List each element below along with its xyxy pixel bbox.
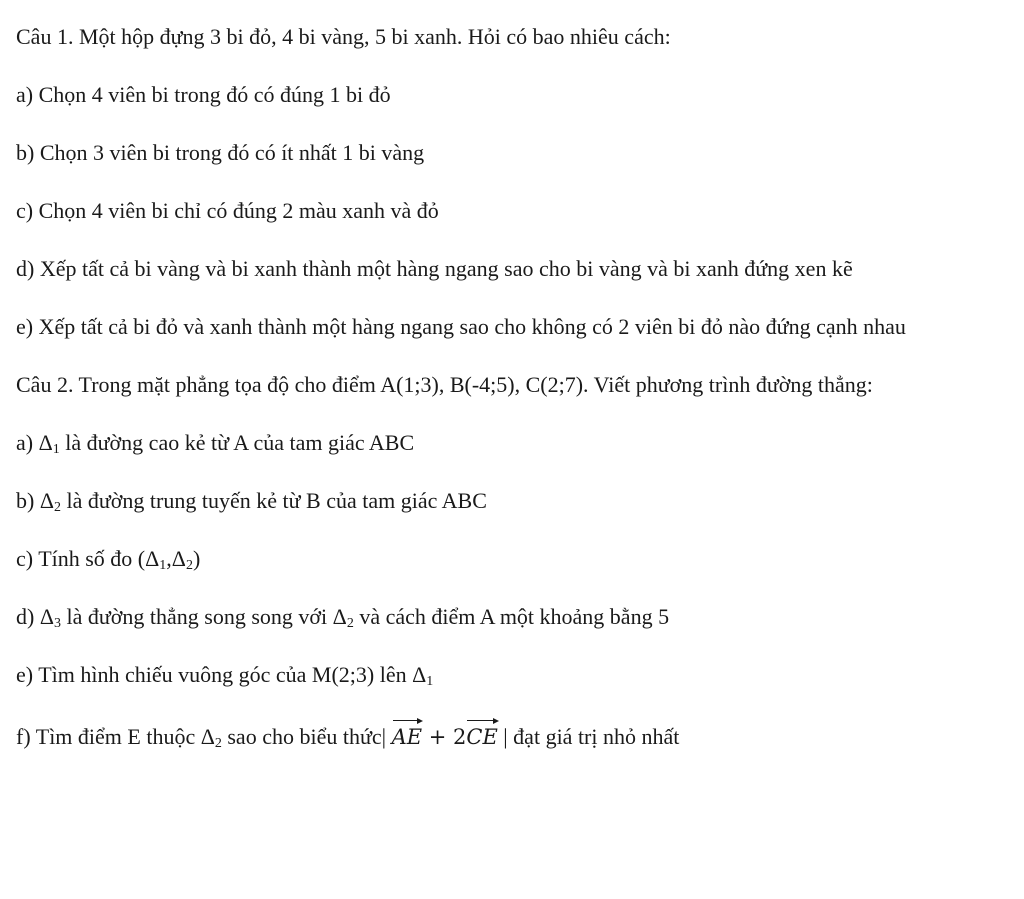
q2-f-subscript: 2 [214,736,222,751]
vector-ce: CE [466,718,497,752]
q2-item-f [16,718,1010,752]
q2-d-suffix: và cách điểm A một khoảng bằng 5 [353,604,670,629]
q2-item-e [16,660,1010,690]
q2-f-suffix: | đạt giá trị nhỏ nhất [497,724,680,749]
q1-item-c: c) Chọn 4 viên bi chỉ có đúng 2 màu xanh và đỏ [16,198,439,223]
q2-a-prefix: a) Δ [16,430,53,455]
q2-title: Câu 2. Trong mặt phẳng tọa độ cho điểm A(1;3), B(-4;5), C(2;7). Viết phương trình đường thẳng: [16,372,873,397]
q2-a-suffix: là đường cao kẻ từ A của tam giác ABC [59,430,415,455]
q2-b-subscript: 2 [53,500,61,515]
q2-b-prefix: b) Δ [16,488,54,513]
q1-item-e: e) Xếp tất cả bi đỏ và xanh thành một hàng ngang sao cho không có 2 viên bi đỏ nào đứng cạnh nhau [16,314,906,339]
q2-c-suffix: ) [192,546,201,571]
q2-a-subscript: 1 [52,442,60,457]
q2-d-prefix: d) Δ [16,604,54,629]
q1-item-a: a) Chọn 4 viên bi trong đó có đúng 1 bi đỏ [16,82,391,107]
q2-item-b [16,486,1010,516]
q1-item-d: d) Xếp tất cả bi vàng và bi xanh thành một hàng ngang sao cho bi vàng và bi xanh đứng xen kẽ [16,256,853,281]
q2-item-a [16,428,1010,458]
q2-c-mid: ,Δ [166,546,186,571]
q2-c-subscript-2: 2 [185,558,193,573]
q2-d-mid: là đường thẳng song song với Δ [60,604,347,629]
q2-item-d [16,602,1010,632]
q2-d-subscript-2: 2 [346,616,354,631]
q2-e-subscript: 1 [426,674,434,689]
q2-c-subscript-1: 1 [159,558,167,573]
q2-f-mid: sao cho biểu thức| [221,724,392,749]
q2-e-prefix: e) Tìm hình chiếu vuông góc của M(2;3) lên Δ [16,662,427,687]
q2-f-prefix: f) Tìm điểm E thuộc Δ [16,724,215,749]
q2-d-subscript-1: 3 [53,616,61,631]
q1-title: Câu 1. Một hộp đựng 3 bi đỏ, 4 bi vàng, 5 bi xanh. Hỏi có bao nhiêu cách: [16,24,671,49]
q1-item-b: b) Chọn 3 viên bi trong đó có ít nhất 1 bi vàng [16,140,425,165]
q2-c-prefix: c) Tính số đo (Δ [16,546,160,571]
q2-b-suffix: là đường trung tuyến kẻ từ B của tam giác ABC [60,488,487,513]
vector-ae: AE [392,718,423,752]
q2-item-c [16,544,1010,574]
q2-f-plus: + 2 [422,725,467,749]
